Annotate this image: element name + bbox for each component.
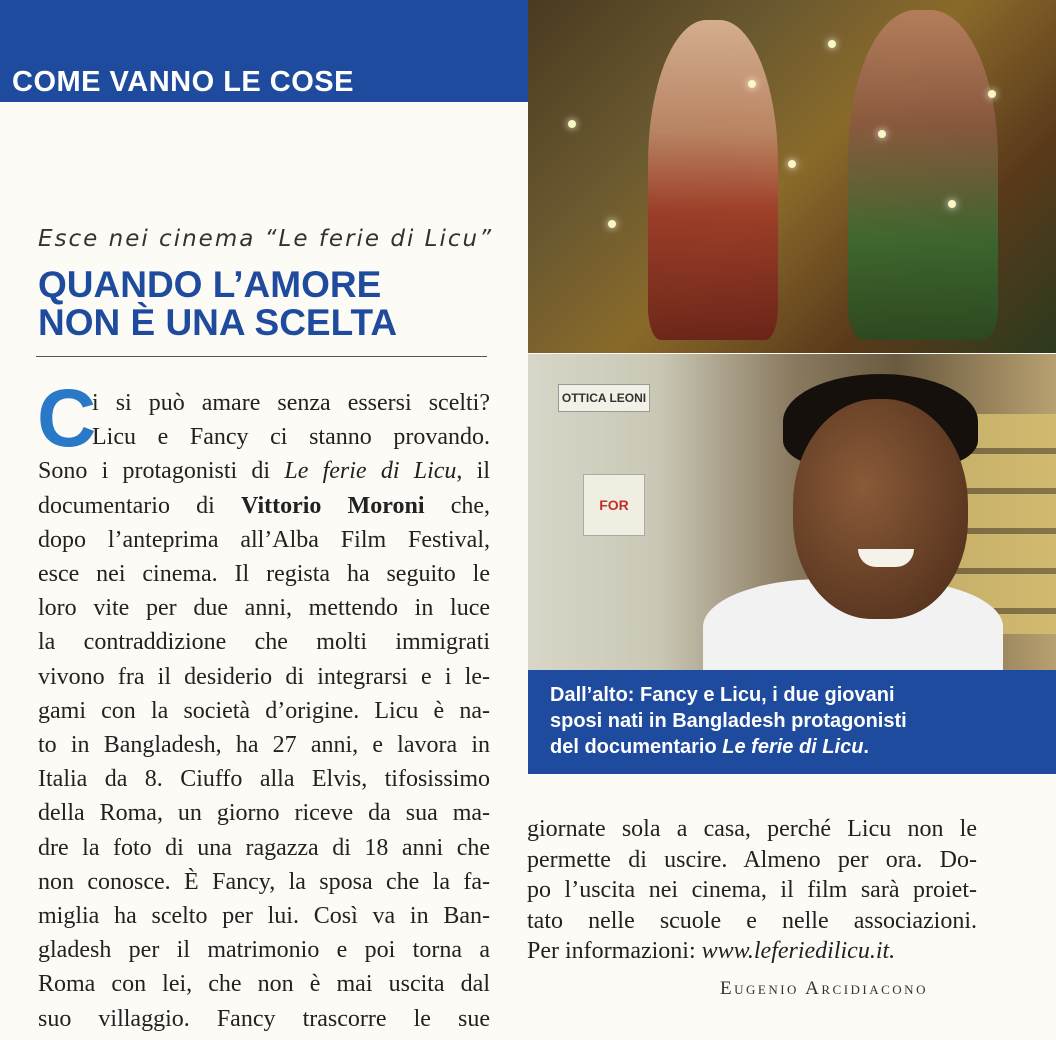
caption-line: del documentario Le ferie di Licu. — [550, 736, 869, 758]
body-line: vivono fra il desiderio di integrarsi e i le- — [38, 663, 490, 690]
sparkle-light — [878, 130, 886, 138]
figure-relative — [848, 10, 998, 340]
body-line: Licu e Fancy ci stanno provando. — [92, 424, 490, 451]
sparkle-light — [828, 40, 836, 48]
body-line: della Roma, un giorno riceve da sua ma- — [38, 800, 490, 827]
body-line: non conosce. È Fancy, la sposa che la fa- — [38, 868, 490, 895]
body-line: permette di uscire. Almeno per ora. Do- — [527, 846, 977, 873]
section-title: COME VANNO LE COSE — [12, 66, 354, 98]
body-line: Sono i protagonisti di Le ferie di Licu, il — [38, 458, 490, 485]
body-line: documentario di Vittorio Moroni che, — [38, 492, 490, 519]
body-line: esce nei cinema. Il regista ha seguito le — [38, 561, 490, 588]
body-line: gladesh per il matrimonio e poi torna a — [38, 937, 490, 964]
body-line: suo villaggio. Fancy trascorre le sue — [38, 1005, 490, 1032]
body-line: po l’uscita nei cinema, il film sarà proiet- — [527, 877, 977, 903]
photo-caption — [528, 670, 1056, 774]
website-link[interactable]: www.leferiedilicu.it. — [701, 938, 896, 964]
article-body-column-2 — [527, 814, 977, 967]
body-line: la contraddizione che molti immigrati — [38, 629, 490, 656]
headline-divider — [36, 356, 487, 357]
sparkle-light — [788, 160, 796, 168]
body-line: dopo l’anteprima all’Alba Film Festival, — [38, 526, 490, 553]
photo-bride-and-relative — [528, 0, 1056, 353]
article-body-column-1 — [37, 373, 490, 1036]
drop-cap: C — [37, 373, 97, 464]
headline-line: NON È UNA SCELTA — [38, 302, 398, 343]
body-line: i si può amare senza essersi scelti? — [92, 390, 490, 416]
body-line: miglia ha scelto per lui. Così va in Ban- — [38, 903, 490, 930]
sparkle-light — [988, 90, 996, 98]
body-line: Italia da 8. Ciuffo alla Elvis, tifosissimo — [38, 766, 490, 793]
shop-sign: OTTICA LEONI — [558, 384, 650, 412]
author-byline: Eugenio Arcidiacono — [720, 978, 928, 999]
shop-poster: FOR — [583, 474, 645, 536]
sparkle-light — [568, 120, 576, 128]
figure-face — [793, 399, 968, 619]
body-line: dre la foto di una ragazza di 18 anni che — [38, 834, 490, 861]
caption-line: Dall’alto: Fancy e Licu, i due giovani — [550, 684, 895, 706]
article-kicker: Esce nei cinema “Le ferie di Licu” — [38, 226, 494, 252]
article-headline — [38, 266, 397, 342]
body-line: Roma con lei, che non è mai uscita dal — [38, 971, 490, 998]
body-line: to in Bangladesh, ha 27 anni, e lavora in — [38, 732, 490, 759]
sparkle-light — [948, 200, 956, 208]
body-line: tato nelle scuole e nelle associazioni. — [527, 907, 977, 934]
section-banner — [0, 0, 528, 102]
sparkle-light — [748, 80, 756, 88]
caption-line: sposi nati in Bangladesh protagonisti — [550, 710, 907, 732]
headline-line: QUANDO L’AMORE — [38, 264, 382, 305]
body-line: gami con la società d’origine. Licu è na- — [38, 697, 490, 724]
body-line: loro vite per due anni, mettendo in luce — [38, 595, 490, 622]
body-line: Per informazioni: www.leferiedilicu.it. — [527, 938, 896, 964]
photo-licu-smiling — [528, 354, 1056, 670]
body-line: giornate sola a casa, perché Licu non le — [527, 816, 977, 842]
figure-bride — [648, 20, 778, 340]
sparkle-light — [608, 220, 616, 228]
